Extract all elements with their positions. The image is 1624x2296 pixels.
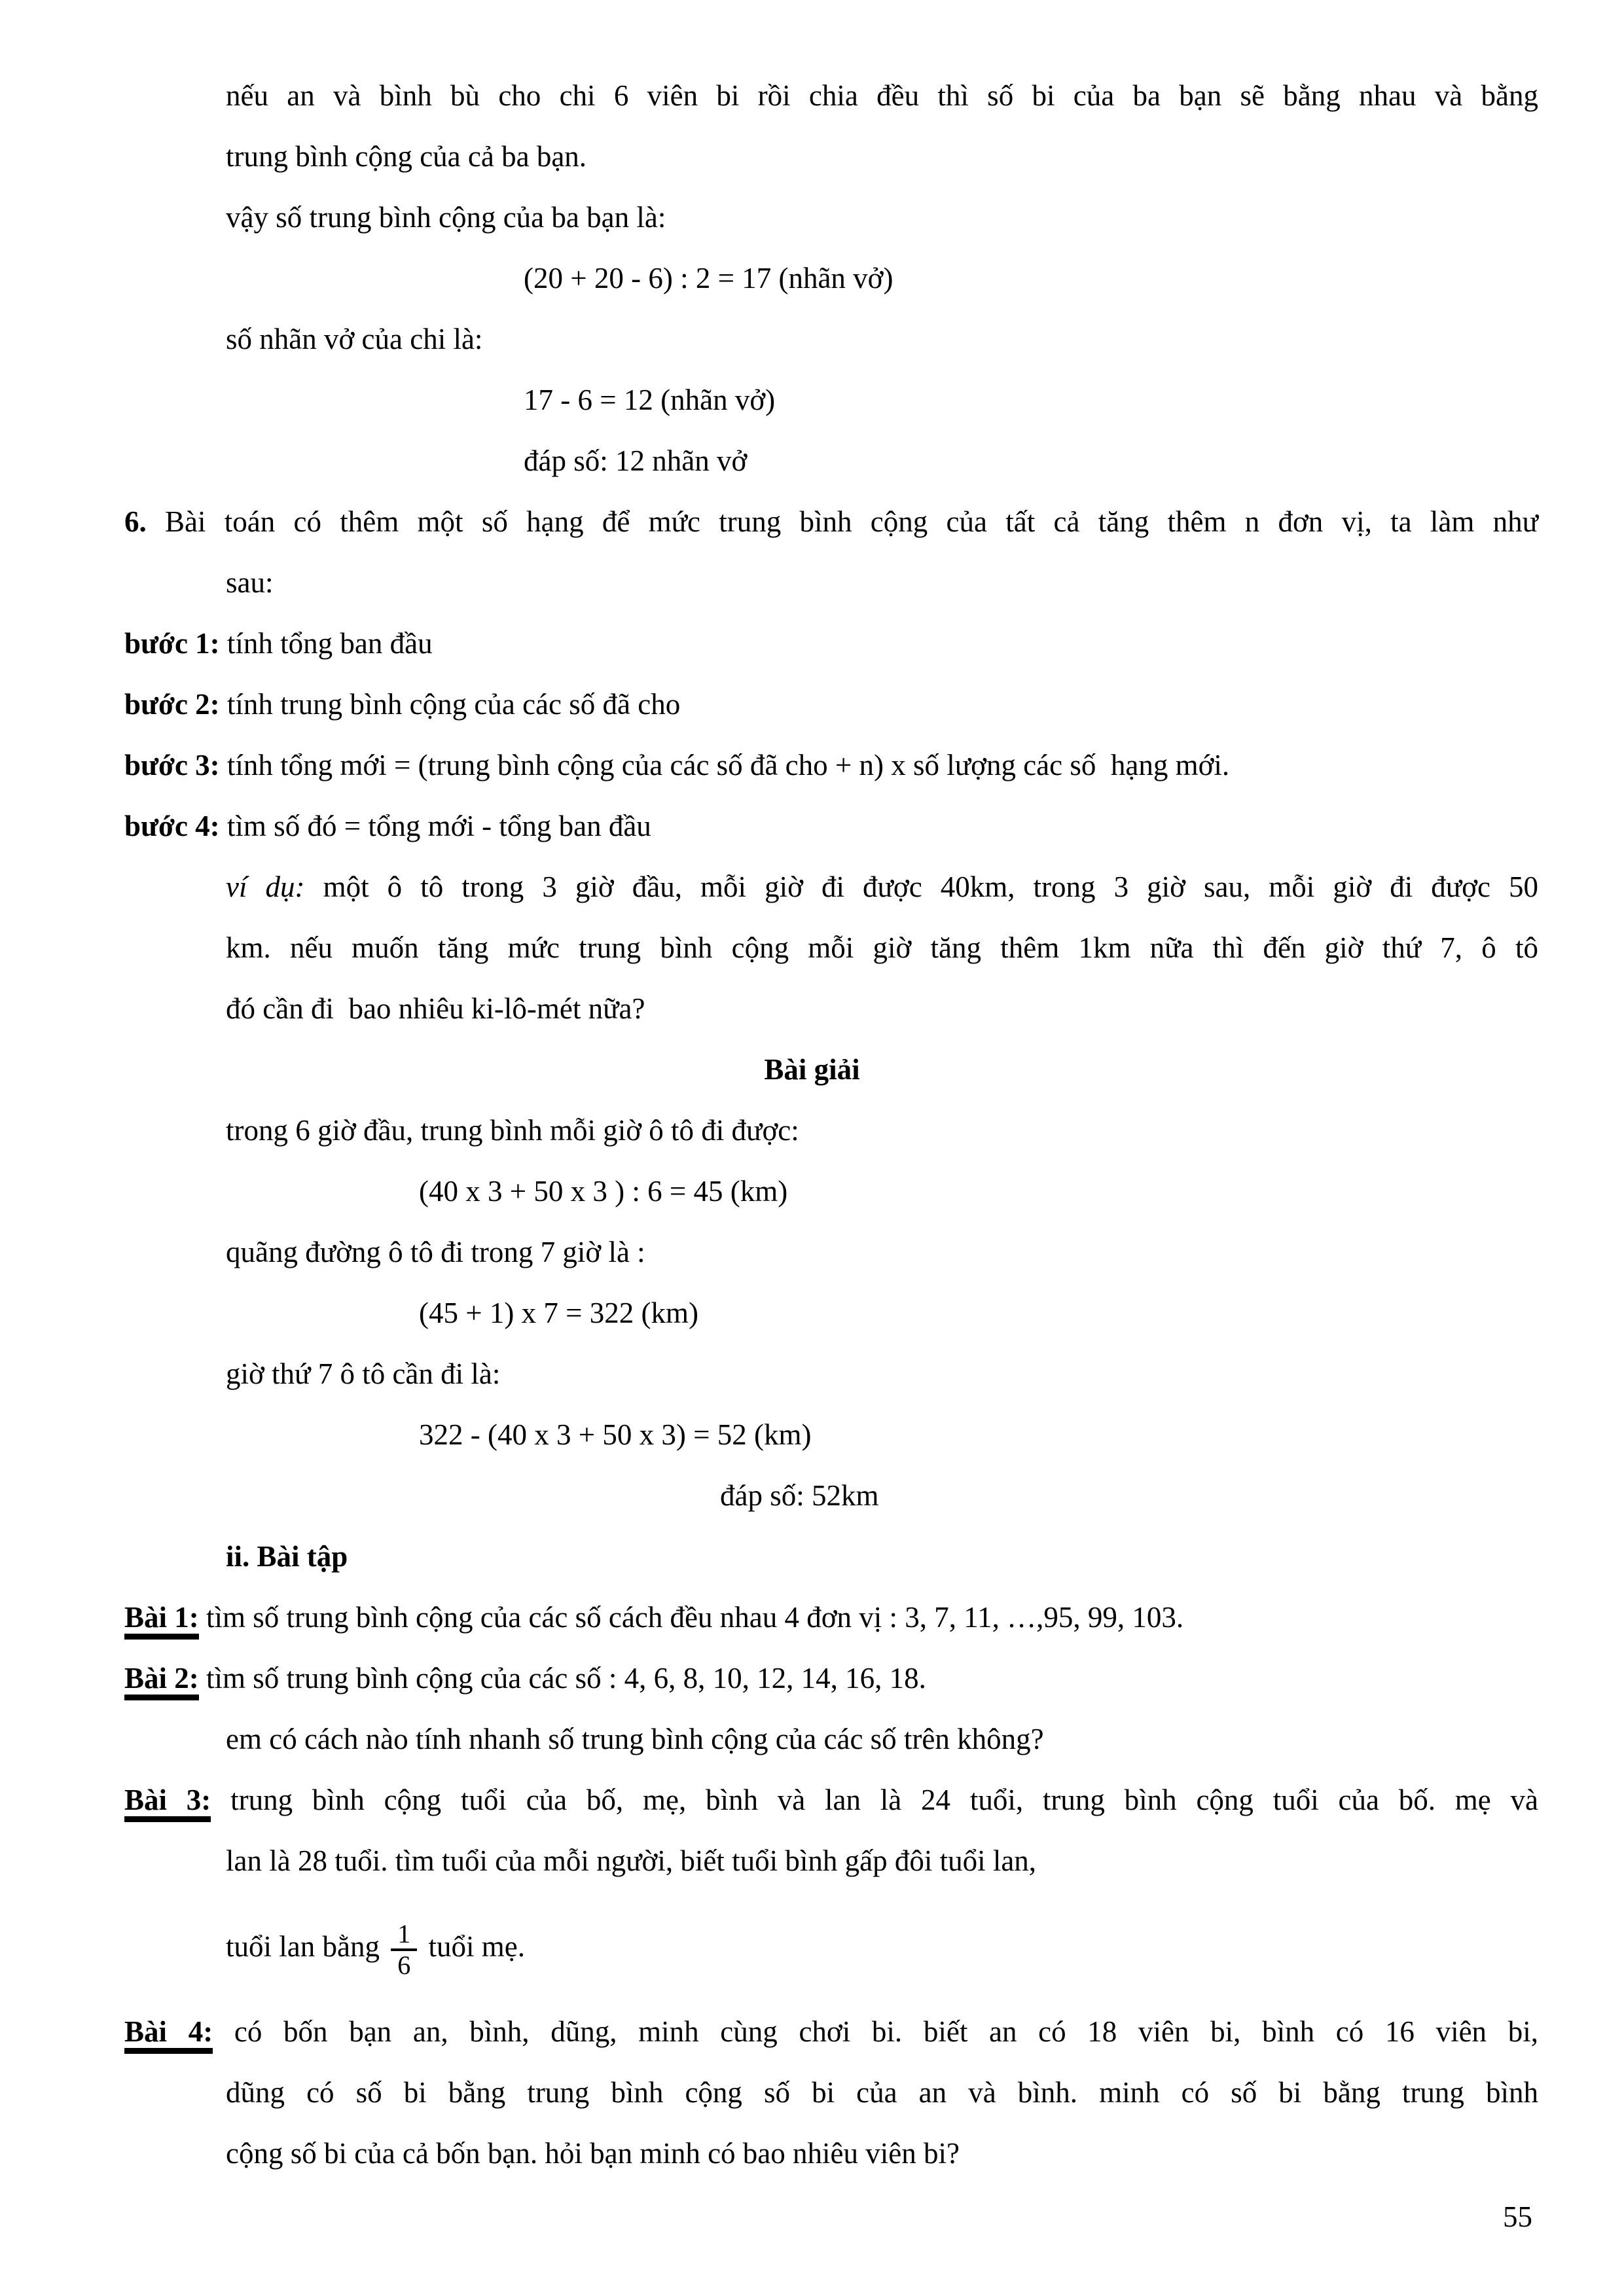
text-segment: tính tổng ban đầu [219,627,433,660]
text-segment: tìm số đó = tổng mới - tổng ban đầu [219,810,651,842]
text-segment: trung bình cộng tuổi của bố, mẹ, bình và lan là 24 tuổi, trung bình cộng tuổi của bố. mẹ và [211,1784,1538,1816]
exercise-line [0,2001,1624,2062]
text-segment: trung bình cộng của cả ba bạn. [226,140,587,173]
rule-continuation-line [0,552,1624,613]
fraction [391,1920,417,1980]
bold-label: bước 1: [124,627,220,660]
text-segment: vậy số trung bình cộng của ba bạn là: [226,201,666,234]
document-content [0,65,1624,2184]
equation-line [0,1161,1624,1222]
exercise-line [0,2062,1624,2123]
method-step-line [0,674,1624,735]
bold-label: bước 2: [124,688,220,721]
text-segment: trong 6 giờ đầu, trung bình mỗi giờ ô tô đi được: [226,1114,799,1147]
text-segment: tuổi lan bằng [226,1930,388,1963]
text-segment: số nhãn vở của chi là: [226,323,483,355]
text-segment: cộng số bi của cả bốn bạn. hỏi bạn minh có bao nhiêu viên bi? [226,2137,960,2170]
text-segment: tuổi mẹ. [421,1930,525,1963]
text-segment: 322 - (40 x 3 + 50 x 3) = 52 (km) [419,1418,812,1451]
exercise-line [0,1648,1624,1709]
solution-text-line [0,309,1624,370]
solution-text-line [0,1344,1624,1405]
text-segment: đáp số: 12 nhãn vở [524,444,748,477]
example-line [0,978,1624,1039]
equation-line [0,1405,1624,1465]
italic-label: ví dụ: [226,870,305,903]
exercise-line [0,2123,1624,2184]
section-heading [0,1526,1624,1587]
text-segment: (45 + 1) x 7 = 322 (km) [419,1297,698,1329]
text-segment: Bài toán có thêm một số hạng để mức trung bình cộng của tất cả tăng thêm n đơn vị, ta làm như [146,505,1538,538]
bold-label: bước 4: [124,810,220,842]
exercise-line [0,1709,1624,1770]
equation-line [0,370,1624,431]
method-step-line [0,796,1624,857]
solution-text-line [0,187,1624,248]
text-segment: tìm số trung bình cộng của các số : 4, 6, 8, 10, 12, 14, 16, 18. [198,1662,926,1695]
page-number: 55 [1503,2200,1532,2233]
text-segment: nếu an và bình bù cho chi 6 viên bi rồi chia đều thì số bi của ba bạn sẽ bằng nhau và bằng [226,79,1538,112]
equation-line [0,1283,1624,1344]
text-segment: đáp số: 52km [720,1479,879,1512]
equation-line [0,248,1624,309]
solution-text-line [0,1222,1624,1283]
fraction-denominator: 6 [391,1948,417,1980]
example-line [0,918,1624,978]
bold-label: bước 3: [124,749,220,781]
solution-text-line [0,1100,1624,1161]
text-segment: có bốn bạn an, bình, dũng, minh cùng chơi bi. biết an có 18 viên bi, bình có 16 viên bi, [213,2015,1538,2048]
answer-line [0,431,1624,492]
example-line [0,857,1624,918]
answer-line [0,1465,1624,1526]
text-segment: quãng đường ô tô đi trong 7 giờ là : [226,1236,645,1268]
text-segment: 17 - 6 = 12 (nhãn vở) [524,384,776,416]
section-heading [0,1039,1624,1100]
text-segment: km. nếu muốn tăng mức trung bình cộng mỗi giờ tăng thêm 1km nữa thì đến giờ thứ 7, ô tô [226,931,1538,964]
fraction-line [0,1892,1624,2001]
text-segment: (20 + 20 - 6) : 2 = 17 (nhãn vở) [524,262,893,295]
text-segment: em có cách nào tính nhanh số trung bình cộng của các số trên không? [226,1723,1044,1755]
exercise-line [0,1770,1624,1831]
bold-label: Bài giải [764,1053,860,1086]
text-segment: tính tổng mới = (trung bình cộng của các số đã cho + n) x số lượng các số hạng mới. [219,749,1230,781]
text-segment: sau: [226,566,274,599]
text-segment: lan là 28 tuổi. tìm tuổi của mỗi người, biết tuổi bình gấp đôi tuổi lan, [226,1844,1037,1877]
rule-heading-line [0,492,1624,552]
text-segment: tìm số trung bình cộng của các số cách đều nhau 4 đơn vị : 3, 7, 11, …,95, 99, 103. [198,1601,1184,1634]
exercise-label: Bài 1: [124,1601,199,1640]
text-segment: tính trung bình cộng của các số đã cho [219,688,681,721]
exercise-line [0,1587,1624,1648]
exercise-label: Bài 2: [124,1662,199,1700]
solution-text-line [0,126,1624,187]
exercise-label: Bài 4: [124,2015,213,2054]
method-step-line [0,735,1624,796]
text-segment: (40 x 3 + 50 x 3 ) : 6 = 45 (km) [419,1175,788,1208]
exercise-line [0,1831,1624,1892]
text-segment: đó cần đi bao nhiêu ki-lô-mét nữa? [226,992,645,1025]
text-segment: dũng có số bi bằng trung bình cộng số bi của an và bình. minh có số bi bằng trung bình [226,2076,1538,2109]
bold-label: 6. [124,505,147,538]
text-segment: giờ thứ 7 ô tô cần đi là: [226,1357,501,1390]
solution-text-line [0,65,1624,126]
method-step-line [0,613,1624,674]
bold-label: ii. Bài tập [226,1540,348,1573]
text-segment: một ô tô trong 3 giờ đầu, mỗi giờ đi được 40km, trong 3 giờ sau, mỗi giờ đi được 50 [304,870,1538,903]
fraction-numerator: 1 [397,1918,411,1948]
exercise-label: Bài 3: [124,1784,211,1822]
